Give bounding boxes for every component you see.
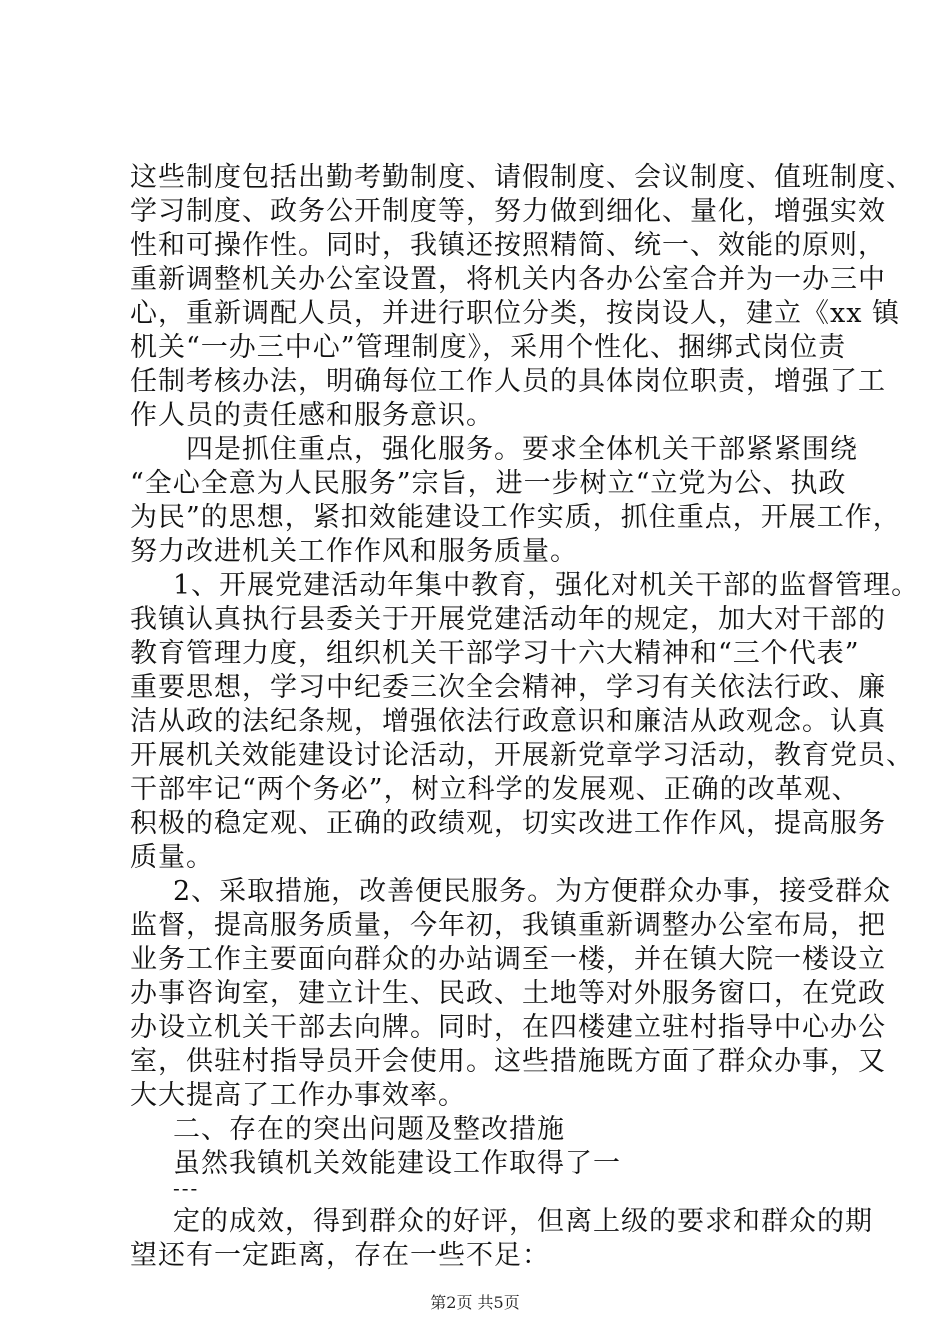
text-line: 我镇认真执行县委关于开展党建活动年的规定，加大对干部的 [130,604,886,635]
text-line: 重新调整机关办公室设置，将机关内各办公室合并为一办三中 [130,264,886,295]
paragraph-first-line: 四是抓住重点，强化服务。要求全体机关干部紧紧围绕 [186,434,858,465]
text-line: 为民”的思想，紧扣效能建设工作实质，抓住重点，开展工作， [130,502,901,533]
page-footer: 第2页 共5页 [430,1293,520,1312]
text-line: 努力改进机关工作作风和服务质量。 [130,536,578,567]
text-line: 作人员的责任感和服务意识。 [130,400,494,431]
text-line: 业务工作主要面向群众的办站调至一楼，并在镇大院一楼设立 [130,944,886,975]
text-line: 办事咨询室，建立计生、民政、土地等对外服务窗口，在党政 [130,978,886,1009]
text-line: 任制考核办法，明确每位工作人员的具体岗位职责，增强了工 [130,366,886,397]
text-line: 室，供驻村指导员开会使用。这些措施既方面了群众办事，又 [130,1046,886,1077]
section-heading: 二、存在的突出问题及整改措施 [173,1114,565,1145]
text-line: 重要思想，学习中纪委三次全会精神，学习有关依法行政、廉 [130,672,886,703]
text-line: 监督，提高服务质量，今年初，我镇重新调整办公室布局，把 [130,910,886,941]
text-line: 开展机关效能建设讨论活动，开展新党章学习活动，教育党员、 [130,740,914,771]
text-line: 学习制度、政务公开制度等，努力做到细化、量化，增强实效 [130,196,886,227]
text-line: 虽然我镇机关效能建设工作取得了一 [173,1148,621,1179]
text-line: 积极的稳定观、正确的政绩观，切实改进工作作风，提高服务 [130,808,886,839]
paragraph-first-line: 1、开展党建活动年集中教育，强化对机关干部的监督管理。 [173,570,920,601]
text-line: 洁从政的法纪条规，增强依法行政意识和廉洁从政观念。认真 [130,706,886,737]
text-line: 教育管理力度，组织机关干部学习十六大精神和“三个代表” [130,638,860,669]
text-line: 机关“一办三中心”管理制度》，采用个性化、捆绑式岗位责 [130,332,847,363]
text-line: 望还有一定距离，存在一些不足： [130,1240,550,1271]
paragraph-first-line: 定的成效，得到群众的好评，但离上级的要求和群众的期 [173,1206,873,1237]
paragraph-first-line: 2、采取措施，改善便民服务。为方便群众办事，接受群众 [173,876,892,907]
text-line: 大大提高了工作办事效率。 [130,1080,466,1111]
text-line: 干部牢记“两个务必”，树立科学的发展观、正确的改革观、 [130,774,860,805]
text-line: 办设立机关干部去向牌。同时，在四楼建立驻村指导中心办公 [130,1012,886,1043]
separator-dashes: --- [173,1176,200,1200]
text-line: 性和可操作性。同时，我镇还按照精简、统一、效能的原则， [130,230,886,261]
text-line: 这些制度包括出勤考勤制度、请假制度、会议制度、值班制度、 [130,162,914,193]
text-line: 质量。 [130,842,214,873]
text-line: 心，重新调配人员，并进行职位分类，按岗设人，建立《xx 镇 [130,298,901,329]
text-line: “全心全意为人民服务”宗旨，进一步树立“立党为公、执政 [130,468,847,499]
